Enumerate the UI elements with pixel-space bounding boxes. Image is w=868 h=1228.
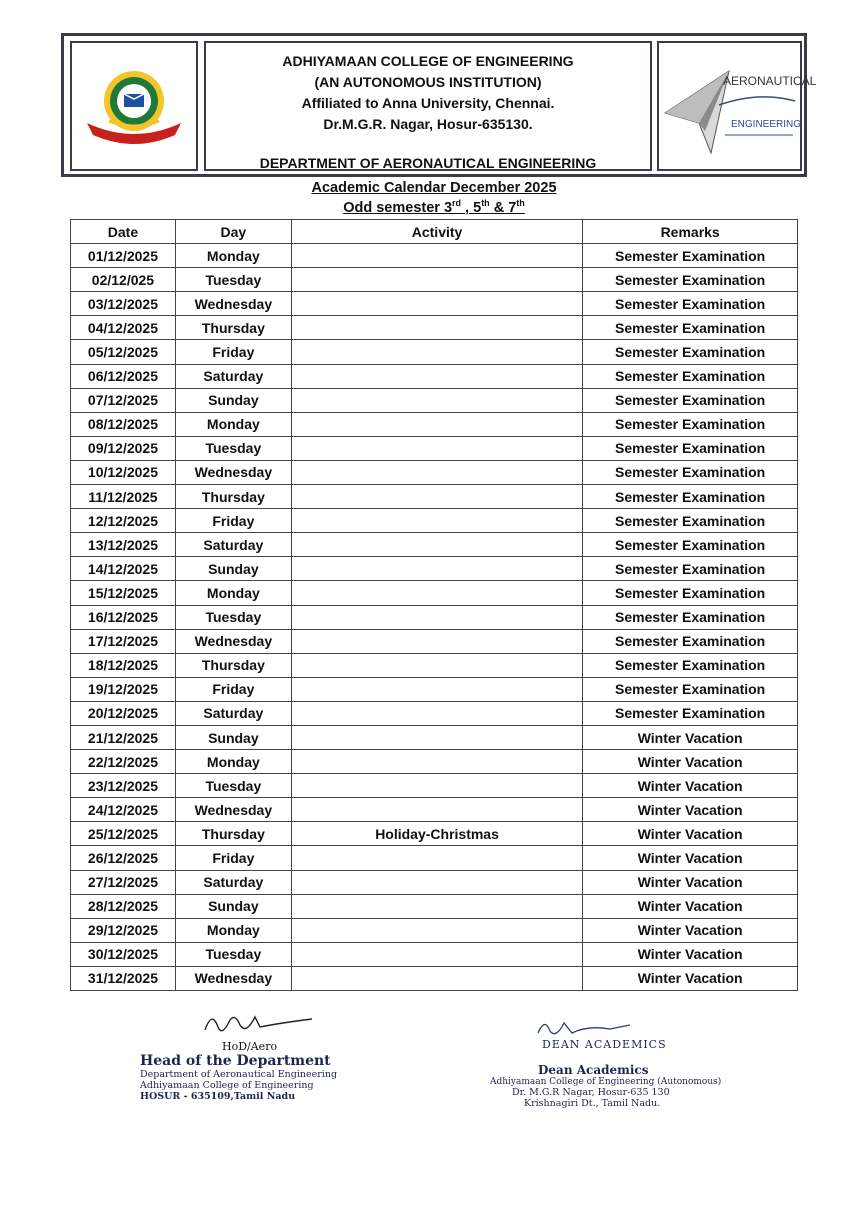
day-cell: Wednesday: [175, 629, 291, 653]
activity-cell: [291, 292, 582, 316]
table-row: [71, 774, 798, 798]
table-row: [71, 629, 798, 653]
day-cell: Tuesday: [175, 774, 291, 798]
paper-plane-icon: [659, 43, 817, 169]
table-row: [71, 918, 798, 942]
activity-cell: [291, 774, 582, 798]
table-row: [71, 798, 798, 822]
college-address: Dr.M.G.R. Nagar, Hosur-635130.: [323, 116, 533, 132]
day-cell: Friday: [175, 340, 291, 364]
logo-aeronautical-text: AERONAUTICAL: [723, 74, 817, 88]
activity-cell: [291, 798, 582, 822]
letterhead-text: [204, 41, 652, 171]
activity-cell: [291, 557, 582, 581]
date-cell: 19/12/2025: [71, 677, 176, 701]
date-cell: 25/12/2025: [71, 822, 176, 846]
date-cell: 05/12/2025: [71, 340, 176, 364]
table-row: [71, 509, 798, 533]
table-row: [71, 725, 798, 749]
activity-cell: [291, 870, 582, 894]
remarks-cell: Semester Examination: [583, 605, 798, 629]
department-logo: [657, 41, 817, 171]
remarks-cell: Winter Vacation: [583, 846, 798, 870]
table-row: [71, 942, 798, 966]
college-affiliation: Affiliated to Anna University, Chennai.: [301, 95, 555, 111]
remarks-cell: Semester Examination: [583, 436, 798, 460]
day-cell: Saturday: [175, 533, 291, 557]
table-row: [71, 460, 798, 484]
remarks-cell: Semester Examination: [583, 677, 798, 701]
letterhead: [61, 33, 817, 177]
date-cell: 23/12/2025: [71, 774, 176, 798]
dean-address-line: Dr. M.G.R Nagar, Hosur-635 130: [512, 1087, 670, 1098]
table-row: [71, 364, 798, 388]
day-cell: Monday: [175, 918, 291, 942]
activity-cell: Holiday-Christmas: [291, 822, 582, 846]
activity-cell: [291, 605, 582, 629]
activity-cell: [291, 677, 582, 701]
date-cell: 20/12/2025: [71, 701, 176, 725]
day-cell: Monday: [175, 244, 291, 268]
date-cell: 03/12/2025: [71, 292, 176, 316]
activity-cell: [291, 364, 582, 388]
remarks-cell: Semester Examination: [583, 581, 798, 605]
activity-cell: [291, 268, 582, 292]
remarks-cell: Semester Examination: [583, 388, 798, 412]
activity-cell: [291, 340, 582, 364]
hod-title: Head of the Department: [140, 1053, 331, 1069]
table-row: [71, 268, 798, 292]
hod-handwritten-label: HoD/Aero: [222, 1040, 278, 1053]
day-cell: Monday: [175, 412, 291, 436]
activity-cell: [291, 750, 582, 774]
dean-title: Dean Academics: [538, 1063, 649, 1077]
day-cell: Thursday: [175, 653, 291, 677]
subtitle-sup: th: [481, 198, 490, 208]
date-cell: 24/12/2025: [71, 798, 176, 822]
table-row: [71, 412, 798, 436]
activity-cell: [291, 966, 582, 990]
activity-cell: [291, 509, 582, 533]
day-cell: Sunday: [175, 894, 291, 918]
day-cell: Thursday: [175, 822, 291, 846]
activity-cell: [291, 460, 582, 484]
day-cell: Saturday: [175, 870, 291, 894]
date-cell: 30/12/2025: [71, 942, 176, 966]
day-cell: Monday: [175, 581, 291, 605]
calendar-subtitle: [0, 198, 868, 216]
dean-district-line: Krishnagiri Dt., Tamil Nadu.: [524, 1098, 661, 1109]
day-cell: Friday: [175, 677, 291, 701]
date-cell: 10/12/2025: [71, 460, 176, 484]
college-logo: [70, 41, 198, 171]
activity-cell: [291, 701, 582, 725]
remarks-cell: Winter Vacation: [583, 966, 798, 990]
hod-signature-icon: [140, 1005, 320, 1045]
remarks-cell: Winter Vacation: [583, 725, 798, 749]
activity-cell: [291, 485, 582, 509]
date-cell: 21/12/2025: [71, 725, 176, 749]
subtitle-sup: th: [516, 198, 525, 208]
date-cell: 04/12/2025: [71, 316, 176, 340]
day-cell: Sunday: [175, 388, 291, 412]
day-cell: Wednesday: [175, 966, 291, 990]
remarks-cell: Winter Vacation: [583, 918, 798, 942]
date-cell: 12/12/2025: [71, 509, 176, 533]
remarks-cell: Winter Vacation: [583, 750, 798, 774]
day-cell: Wednesday: [175, 460, 291, 484]
remarks-cell: Winter Vacation: [583, 894, 798, 918]
table-row: [71, 533, 798, 557]
remarks-cell: Winter Vacation: [583, 942, 798, 966]
hod-signature-block: [140, 1005, 380, 1102]
activity-cell: [291, 244, 582, 268]
activity-cell: [291, 412, 582, 436]
activity-cell: [291, 846, 582, 870]
day-cell: Friday: [175, 846, 291, 870]
dean-label: DEAN ACADEMICS: [542, 1038, 667, 1051]
table-header-row: [71, 220, 798, 244]
activity-cell: [291, 388, 582, 412]
remarks-cell: Semester Examination: [583, 533, 798, 557]
remarks-cell: Winter Vacation: [583, 822, 798, 846]
remarks-cell: Winter Vacation: [583, 774, 798, 798]
day-cell: Wednesday: [175, 798, 291, 822]
table-row: [71, 894, 798, 918]
table-row: [71, 557, 798, 581]
table-row: [71, 750, 798, 774]
remarks-cell: Semester Examination: [583, 485, 798, 509]
table-row: [71, 581, 798, 605]
table-row: [71, 846, 798, 870]
day-cell: Wednesday: [175, 292, 291, 316]
calendar-table: [70, 219, 798, 991]
college-emblem-icon: [79, 61, 189, 151]
day-cell: Tuesday: [175, 268, 291, 292]
hod-college-line: Adhiyamaan College of Engineering: [140, 1080, 314, 1091]
date-cell: 26/12/2025: [71, 846, 176, 870]
day-cell: Saturday: [175, 364, 291, 388]
table-row: [71, 244, 798, 268]
activity-cell: [291, 436, 582, 460]
header-date: Date: [71, 220, 176, 244]
table-row: [71, 822, 798, 846]
table-row: [71, 870, 798, 894]
date-cell: 18/12/2025: [71, 653, 176, 677]
hod-address-line: HOSUR - 635109,Tamil Nadu: [140, 1091, 296, 1102]
remarks-cell: Semester Examination: [583, 316, 798, 340]
logo-engineering-text: ENGINEERING: [731, 119, 802, 130]
date-cell: 31/12/2025: [71, 966, 176, 990]
date-cell: 29/12/2025: [71, 918, 176, 942]
date-cell: 07/12/2025: [71, 388, 176, 412]
date-cell: 15/12/2025: [71, 581, 176, 605]
remarks-cell: Winter Vacation: [583, 798, 798, 822]
date-cell: 17/12/2025: [71, 629, 176, 653]
day-cell: Friday: [175, 509, 291, 533]
day-cell: Thursday: [175, 485, 291, 509]
remarks-cell: Semester Examination: [583, 412, 798, 436]
table-row: [71, 701, 798, 725]
date-cell: 09/12/2025: [71, 436, 176, 460]
subtitle-part: , 5: [461, 199, 482, 216]
day-cell: Sunday: [175, 725, 291, 749]
remarks-cell: Winter Vacation: [583, 870, 798, 894]
date-cell: 22/12/2025: [71, 750, 176, 774]
header-activity: Activity: [291, 220, 582, 244]
day-cell: Tuesday: [175, 436, 291, 460]
date-cell: 28/12/2025: [71, 894, 176, 918]
remarks-cell: Semester Examination: [583, 653, 798, 677]
table-row: [71, 316, 798, 340]
remarks-cell: Semester Examination: [583, 629, 798, 653]
table-row: [71, 388, 798, 412]
remarks-cell: Semester Examination: [583, 268, 798, 292]
remarks-cell: Semester Examination: [583, 701, 798, 725]
calendar-title: Academic Calendar December 2025: [311, 180, 557, 196]
date-cell: 14/12/2025: [71, 557, 176, 581]
remarks-cell: Semester Examination: [583, 244, 798, 268]
table-row: [71, 340, 798, 364]
table-row: [71, 605, 798, 629]
subtitle-part: & 7: [489, 199, 517, 216]
header-remarks: Remarks: [583, 220, 798, 244]
dean-college-line: Adhiyamaan College of Engineering (Autonomous): [490, 1077, 722, 1087]
table-row: [71, 485, 798, 509]
college-name: ADHIYAMAAN COLLEGE OF ENGINEERING: [282, 53, 574, 69]
table-row: [71, 677, 798, 701]
date-cell: 08/12/2025: [71, 412, 176, 436]
calendar-body: [71, 244, 798, 991]
remarks-cell: Semester Examination: [583, 364, 798, 388]
header-day: Day: [175, 220, 291, 244]
date-cell: 01/12/2025: [71, 244, 176, 268]
remarks-cell: Semester Examination: [583, 460, 798, 484]
activity-cell: [291, 918, 582, 942]
activity-cell: [291, 629, 582, 653]
remarks-cell: Semester Examination: [583, 340, 798, 364]
subtitle-part: Odd semester 3: [343, 199, 453, 216]
table-row: [71, 653, 798, 677]
day-cell: Monday: [175, 750, 291, 774]
activity-cell: [291, 725, 582, 749]
activity-cell: [291, 894, 582, 918]
table-row: [71, 292, 798, 316]
table-row: [71, 966, 798, 990]
activity-cell: [291, 533, 582, 557]
day-cell: Thursday: [175, 316, 291, 340]
remarks-cell: Semester Examination: [583, 557, 798, 581]
department-name: DEPARTMENT OF AERONAUTICAL ENGINEERING: [259, 155, 597, 171]
date-cell: 27/12/2025: [71, 870, 176, 894]
activity-cell: [291, 942, 582, 966]
dean-signature-block: [490, 1015, 750, 1109]
day-cell: Sunday: [175, 557, 291, 581]
remarks-cell: Semester Examination: [583, 509, 798, 533]
activity-cell: [291, 316, 582, 340]
day-cell: Tuesday: [175, 942, 291, 966]
date-cell: 02/12/025: [71, 268, 176, 292]
remarks-cell: Semester Examination: [583, 292, 798, 316]
date-cell: 13/12/2025: [71, 533, 176, 557]
day-cell: Tuesday: [175, 605, 291, 629]
day-cell: Saturday: [175, 701, 291, 725]
activity-cell: [291, 653, 582, 677]
college-status: (AN AUTONOMOUS INSTITUTION): [314, 74, 542, 90]
subtitle-sup: rd: [452, 198, 462, 208]
hod-dept-line: Department of Aeronautical Engineering: [140, 1069, 338, 1080]
date-cell: 11/12/2025: [71, 485, 176, 509]
activity-cell: [291, 581, 582, 605]
date-cell: 06/12/2025: [71, 364, 176, 388]
table-row: [71, 436, 798, 460]
date-cell: 16/12/2025: [71, 605, 176, 629]
